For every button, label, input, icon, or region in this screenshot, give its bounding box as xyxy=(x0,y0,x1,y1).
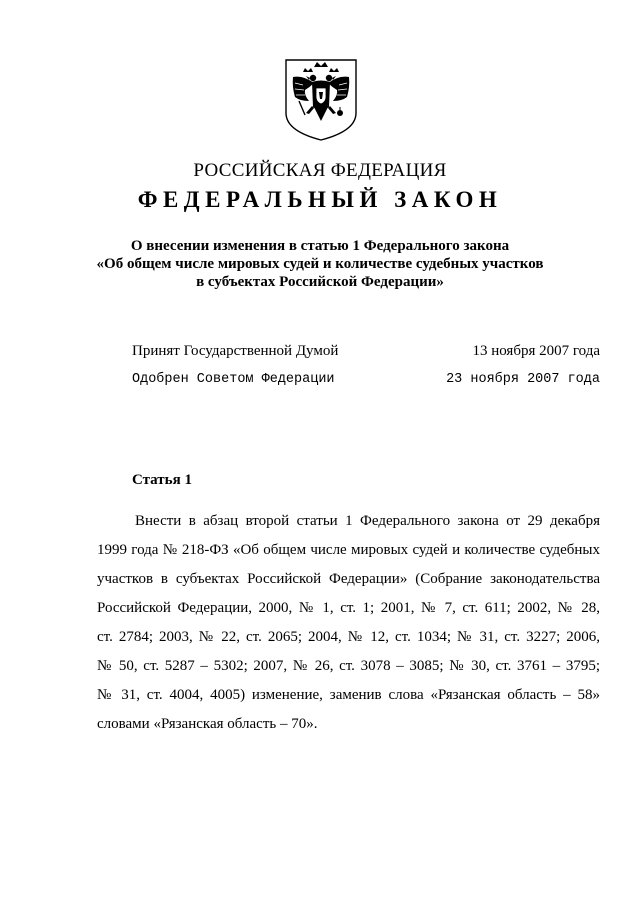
law-title xyxy=(60,237,580,291)
country-name: РОССИЙСКАЯ ФЕДЕРАЦИЯ xyxy=(193,160,447,181)
adoption-date: 13 ноября 2007 года xyxy=(472,343,600,359)
law-title-line: О внесении изменения в статью 1 Федерального закона xyxy=(130,238,510,254)
adoption-label: Одобрен Советом Федерации xyxy=(132,372,335,387)
coat-of-arms-icon xyxy=(283,57,359,142)
law-title-line: в субъектах Российской Федерации» xyxy=(196,274,444,290)
paragraph-line: 1999 года № 218-ФЗ «Об общем числе мировых судей и количестве судебных xyxy=(97,542,600,558)
paragraph-line: участков в субъектах Российской Федерации» (Собрание законодательства xyxy=(97,571,600,587)
law-title-line: «Об общем числе мировых судей и количестве судебных участков xyxy=(96,256,544,272)
paragraph-line: № 50, ст. 5287 – 5302; 2007, № 26, ст. 3078 – 3085; № 30, ст. 3761 – 3795; xyxy=(97,658,600,674)
law-type-heading: ФЕДЕРАЛЬНЫЙ ЗАКОН xyxy=(137,187,503,212)
paragraph-line: Российской Федерации, 2000, № 1, ст. 1; 2001, № 7, ст. 611; 2002, № 28, xyxy=(97,600,600,616)
paragraph-line: ст. 2784; 2003, № 22, ст. 2065; 2004, № 12, ст. 1034; № 31, ст. 3227; 2006, xyxy=(97,629,600,645)
paragraph-line: словами «Рязанская область – 70». xyxy=(97,716,318,732)
adoption-label: Принят Государственной Думой xyxy=(132,343,339,359)
paragraph-line: № 31, ст. 4004, 4005) изменение, заменив слова «Рязанская область – 58» xyxy=(97,687,600,703)
paragraph-line: Внести в абзац второй статьи 1 Федерального закона от 29 декабря xyxy=(135,513,600,529)
adoption-date: 23 ноября 2007 года xyxy=(446,372,600,387)
article-paragraph xyxy=(97,507,600,739)
article-heading: Статья 1 xyxy=(132,472,192,488)
